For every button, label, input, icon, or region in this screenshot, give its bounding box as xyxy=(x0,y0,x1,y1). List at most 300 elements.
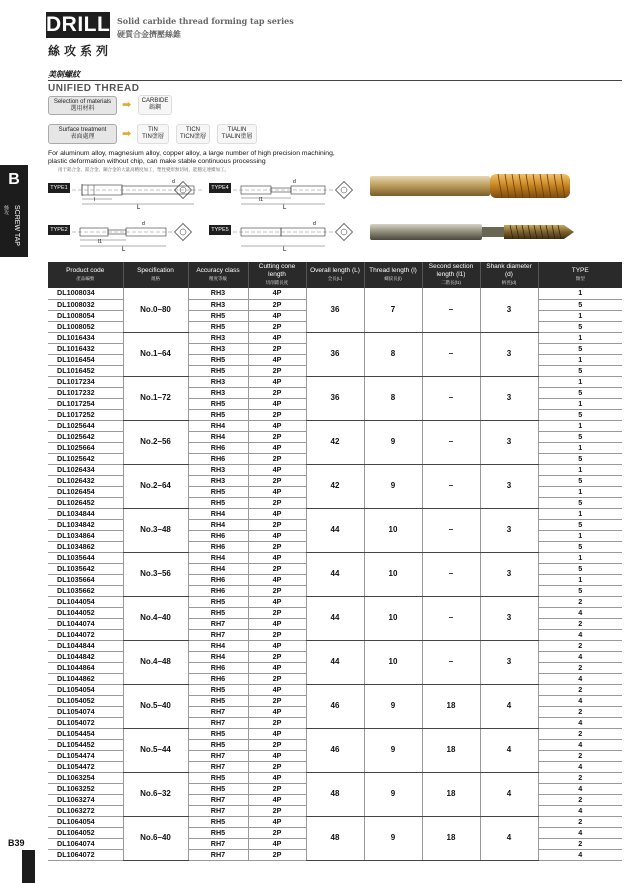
cross-section-icon xyxy=(334,180,356,202)
dim-d-label: d xyxy=(293,179,296,185)
thread-length-cell: 8 xyxy=(364,332,422,376)
product-code-cell: DL1025664 xyxy=(48,442,123,453)
side-tab-label-cn: 絲攻 xyxy=(3,205,9,215)
type-cell: 4 xyxy=(538,783,622,794)
materials-label-box xyxy=(48,96,117,115)
accuracy-class-cell: RH6 xyxy=(188,541,248,552)
type1-badge: TYPE1 xyxy=(48,183,70,193)
type-cell: 1 xyxy=(538,552,622,563)
overall-length-cell: 44 xyxy=(306,640,364,684)
product-code-cell: DL1026434 xyxy=(48,464,123,475)
type2-drawing xyxy=(72,216,172,252)
cutting-cone-cell: 4P xyxy=(248,398,306,409)
side-tab-label-en: SCREW TAP xyxy=(13,205,20,246)
overall-length-cell: 48 xyxy=(306,816,364,860)
overall-length-cell: 44 xyxy=(306,596,364,640)
accuracy-class-cell: RH3 xyxy=(188,288,248,299)
product-code-cell: DL1008054 xyxy=(48,310,123,321)
materials-value-en: CARBIDE xyxy=(141,98,169,104)
tap-photo-gold xyxy=(368,170,578,204)
materials-value-cn: 鎢鋼 xyxy=(148,105,161,111)
type5-drawing xyxy=(233,216,333,252)
accuracy-class-cell: RH3 xyxy=(188,464,248,475)
accuracy-class-cell: RH4 xyxy=(188,651,248,662)
subtitle-en: Solid carbide thread forming tap series xyxy=(117,16,294,26)
product-code-cell: DL1016454 xyxy=(48,354,123,365)
cutting-cone-cell: 2P xyxy=(248,453,306,464)
col-header: Shank diameter (d) 柄徑(d) xyxy=(480,262,538,288)
thread-length-cell: 10 xyxy=(364,508,422,552)
product-code-cell: DL1008032 xyxy=(48,299,123,310)
shank-diameter-cell: 3 xyxy=(480,420,538,464)
cross-section-icon xyxy=(173,222,195,244)
cutting-cone-cell: 2P xyxy=(248,673,306,684)
specification-cell: No.2–64 xyxy=(123,464,188,508)
type-cell: 4 xyxy=(538,695,622,706)
product-code-cell: DL1064054 xyxy=(48,816,123,827)
type-cell: 4 xyxy=(538,739,622,750)
type-cell: 2 xyxy=(538,838,622,849)
cutting-cone-cell: 2P xyxy=(248,805,306,816)
specification-cell: No.1–72 xyxy=(123,376,188,420)
cutting-cone-cell: 4P xyxy=(248,442,306,453)
table-row xyxy=(48,596,622,607)
cutting-cone-cell: 2P xyxy=(248,607,306,618)
product-code-cell: DL1044072 xyxy=(48,629,123,640)
surface-label-cn: 表面處理 xyxy=(70,134,95,140)
accuracy-class-cell: RH3 xyxy=(188,376,248,387)
dim-l1-label: l1 xyxy=(259,197,263,203)
accuracy-class-cell: RH5 xyxy=(188,497,248,508)
specification-cell: No.3–48 xyxy=(123,508,188,552)
cutting-cone-cell: 4P xyxy=(248,728,306,739)
thread-length-cell: 9 xyxy=(364,816,422,860)
product-code-cell: DL1054452 xyxy=(48,739,123,750)
table-row xyxy=(48,552,622,563)
overall-length-cell: 48 xyxy=(306,772,364,816)
thread-length-cell: 9 xyxy=(364,420,422,464)
type-cell: 1 xyxy=(538,354,622,365)
specification-cell: No.5–44 xyxy=(123,728,188,772)
accuracy-class-cell: RH5 xyxy=(188,365,248,376)
product-code-cell: DL1026452 xyxy=(48,497,123,508)
cutting-cone-cell: 4P xyxy=(248,684,306,695)
overall-length-cell: 36 xyxy=(306,376,364,420)
brand-title: DRILLS xyxy=(46,13,125,36)
type-cell: 5 xyxy=(538,321,622,332)
type-cell: 4 xyxy=(538,761,622,772)
type-cell: 4 xyxy=(538,849,622,860)
product-code-cell: DL1054474 xyxy=(48,750,123,761)
cutting-cone-cell: 4P xyxy=(248,706,306,717)
type-cell: 5 xyxy=(538,475,622,486)
product-code-cell: DL1044864 xyxy=(48,662,123,673)
shank-diameter-cell: 3 xyxy=(480,508,538,552)
specification-cell: No.6–40 xyxy=(123,816,188,860)
cutting-cone-cell: 2P xyxy=(248,475,306,486)
accuracy-class-cell: RH6 xyxy=(188,442,248,453)
cutting-cone-cell: 2P xyxy=(248,321,306,332)
second-section-length-cell: – xyxy=(422,376,480,420)
cutting-cone-cell: 2P xyxy=(248,849,306,860)
accuracy-class-cell: RH7 xyxy=(188,761,248,772)
accuracy-class-cell: RH7 xyxy=(188,750,248,761)
cutting-cone-cell: 4P xyxy=(248,486,306,497)
product-code-cell: DL1034842 xyxy=(48,519,123,530)
cutting-cone-cell: 2P xyxy=(248,827,306,838)
product-code-cell: DL1016434 xyxy=(48,332,123,343)
surface-option-cn: TIN塗層 xyxy=(142,134,164,140)
thread-length-cell: 9 xyxy=(364,772,422,816)
accuracy-class-cell: RH5 xyxy=(188,596,248,607)
product-code-cell: DL1017252 xyxy=(48,409,123,420)
specification-cell: No.0–80 xyxy=(123,288,188,332)
product-code-cell: DL1054454 xyxy=(48,728,123,739)
type-cell: 2 xyxy=(538,816,622,827)
type4-badge: TYPE4 xyxy=(209,183,231,193)
cutting-cone-cell: 4P xyxy=(248,816,306,827)
second-section-length-cell: – xyxy=(422,640,480,684)
col-header: Second section length (l1) 二階長(l1) xyxy=(422,262,480,288)
cutting-cone-cell: 2P xyxy=(248,783,306,794)
overall-length-cell: 46 xyxy=(306,684,364,728)
dim-l1-label: l1 xyxy=(98,239,102,245)
type-cell: 5 xyxy=(538,387,622,398)
cutting-cone-cell: 4P xyxy=(248,332,306,343)
cutting-cone-cell: 2P xyxy=(248,541,306,552)
accuracy-class-cell: RH5 xyxy=(188,816,248,827)
shank-diameter-cell: 3 xyxy=(480,640,538,684)
type-cell: 1 xyxy=(538,288,622,299)
product-code-cell: DL1044844 xyxy=(48,640,123,651)
surface-option-tialin xyxy=(217,124,257,144)
cutting-cone-cell: 2P xyxy=(248,365,306,376)
col-header: TYPE 類型 xyxy=(538,262,622,288)
surface-option-en: TIALIN xyxy=(227,127,247,133)
accuracy-class-cell: RH5 xyxy=(188,827,248,838)
type-cell: 5 xyxy=(538,497,622,508)
table-row xyxy=(48,816,622,827)
product-code-cell: DL1016432 xyxy=(48,343,123,354)
type-cell: 5 xyxy=(538,519,622,530)
product-code-cell: DL1054052 xyxy=(48,695,123,706)
cutting-cone-cell: 2P xyxy=(248,431,306,442)
surface-option-cn: TICN塗層 xyxy=(180,134,206,140)
page-number: B39 xyxy=(8,838,25,848)
accuracy-class-cell: RH7 xyxy=(188,794,248,805)
second-section-length-cell: 18 xyxy=(422,684,480,728)
cross-section-icon xyxy=(173,180,195,202)
shank-diameter-cell: 3 xyxy=(480,464,538,508)
materials-label-cn: 選用材料 xyxy=(70,105,95,112)
cutting-cone-cell: 4P xyxy=(248,288,306,299)
side-tab xyxy=(0,165,28,257)
product-code-cell: DL1025644 xyxy=(48,420,123,431)
dim-L-label: L xyxy=(122,247,126,252)
product-code-cell: DL1054054 xyxy=(48,684,123,695)
table-header-row xyxy=(48,262,622,288)
specification-cell: No.6–32 xyxy=(123,772,188,816)
second-section-length-cell: 18 xyxy=(422,816,480,860)
type-cell: 1 xyxy=(538,398,622,409)
accuracy-class-cell: RH7 xyxy=(188,618,248,629)
table-row xyxy=(48,640,622,651)
type-cell: 1 xyxy=(538,464,622,475)
product-code-cell: DL1063272 xyxy=(48,805,123,816)
type-cell: 2 xyxy=(538,618,622,629)
accuracy-class-cell: RH5 xyxy=(188,310,248,321)
type-cell: 5 xyxy=(538,343,622,354)
type-cell: 2 xyxy=(538,750,622,761)
product-code-cell: DL1025642 xyxy=(48,453,123,464)
second-section-length-cell: – xyxy=(422,596,480,640)
shank-diameter-cell: 3 xyxy=(480,376,538,420)
accuracy-class-cell: RH5 xyxy=(188,783,248,794)
cutting-cone-cell: 4P xyxy=(248,772,306,783)
product-code-cell: DL1034862 xyxy=(48,541,123,552)
accuracy-class-cell: RH3 xyxy=(188,387,248,398)
table-row xyxy=(48,464,622,475)
dim-d-label: d xyxy=(172,179,175,185)
cutting-cone-cell: 4P xyxy=(248,838,306,849)
type-cell: 5 xyxy=(538,431,622,442)
type-cell: 5 xyxy=(538,585,622,596)
type-cell: 4 xyxy=(538,607,622,618)
specification-cell: No.4–40 xyxy=(123,596,188,640)
thread-length-cell: 10 xyxy=(364,596,422,640)
thread-length-cell: 9 xyxy=(364,464,422,508)
specification-cell: No.3–56 xyxy=(123,552,188,596)
accuracy-class-cell: RH4 xyxy=(188,420,248,431)
accuracy-class-cell: RH4 xyxy=(188,563,248,574)
overall-length-cell: 44 xyxy=(306,508,364,552)
cutting-cone-cell: 2P xyxy=(248,629,306,640)
product-code-cell: DL1026454 xyxy=(48,486,123,497)
product-code-cell: DL1008034 xyxy=(48,288,123,299)
materials-value-box xyxy=(138,95,172,115)
accuracy-class-cell: RH5 xyxy=(188,321,248,332)
description-line-2: plastic deformation without chip, can make stable continuous processing xyxy=(48,158,266,165)
second-section-length-cell: – xyxy=(422,420,480,464)
cutting-cone-cell: 2P xyxy=(248,695,306,706)
accuracy-class-cell: RH4 xyxy=(188,519,248,530)
type2-badge: TYPE2 xyxy=(48,225,70,235)
product-code-cell: DL1025642 xyxy=(48,431,123,442)
cutting-cone-cell: 4P xyxy=(248,508,306,519)
cutting-cone-cell: 2P xyxy=(248,739,306,750)
surface-option-ticn xyxy=(176,124,210,144)
section-title-cn: 美制螺紋 xyxy=(48,70,80,79)
product-code-cell: DL1044052 xyxy=(48,607,123,618)
type-cell: 1 xyxy=(538,574,622,585)
cutting-cone-cell: 4P xyxy=(248,640,306,651)
overall-length-cell: 44 xyxy=(306,552,364,596)
accuracy-class-cell: RH7 xyxy=(188,838,248,849)
specification-cell: No.5–40 xyxy=(123,684,188,728)
table-row xyxy=(48,728,622,739)
cutting-cone-cell: 4P xyxy=(248,552,306,563)
dim-l-label: l xyxy=(94,197,96,203)
col-header: Overall length (L) 全長(L) xyxy=(306,262,364,288)
table-body xyxy=(48,288,622,860)
product-code-cell: DL1054072 xyxy=(48,717,123,728)
accuracy-class-cell: RH5 xyxy=(188,398,248,409)
specification-cell: No.2–56 xyxy=(123,420,188,464)
product-code-cell: DL1044054 xyxy=(48,596,123,607)
thread-length-cell: 9 xyxy=(364,728,422,772)
accuracy-class-cell: RH4 xyxy=(188,552,248,563)
cutting-cone-cell: 2P xyxy=(248,717,306,728)
type-cell: 1 xyxy=(538,376,622,387)
cross-section-icon xyxy=(334,222,356,244)
surface-label-box xyxy=(48,124,117,144)
cutting-cone-cell: 2P xyxy=(248,343,306,354)
cutting-cone-cell: 4P xyxy=(248,662,306,673)
accuracy-class-cell: RH5 xyxy=(188,409,248,420)
product-code-cell: DL1064072 xyxy=(48,849,123,860)
shank-diameter-cell: 3 xyxy=(480,552,538,596)
type-cell: 5 xyxy=(538,563,622,574)
type-cell: 2 xyxy=(538,662,622,673)
dim-L-label: L xyxy=(137,205,141,210)
shank-diameter-cell: 3 xyxy=(480,288,538,332)
dim-d-label: d xyxy=(142,221,145,227)
spec-table xyxy=(48,262,622,861)
accuracy-class-cell: RH3 xyxy=(188,332,248,343)
product-code-cell: DL1034864 xyxy=(48,530,123,541)
thread-length-cell: 10 xyxy=(364,640,422,684)
accuracy-class-cell: RH4 xyxy=(188,640,248,651)
tap-photo-dark xyxy=(368,220,578,244)
accuracy-class-cell: RH7 xyxy=(188,629,248,640)
cutting-cone-cell: 2P xyxy=(248,563,306,574)
cutting-cone-cell: 2P xyxy=(248,651,306,662)
product-code-cell: DL1035662 xyxy=(48,585,123,596)
thread-length-cell: 8 xyxy=(364,376,422,420)
cutting-cone-cell: 4P xyxy=(248,750,306,761)
cutting-cone-cell: 4P xyxy=(248,618,306,629)
side-tab-letter: B xyxy=(8,171,20,188)
arrow-right-icon: ➡ xyxy=(122,128,132,140)
specification-cell: No.4–48 xyxy=(123,640,188,684)
accuracy-class-cell: RH4 xyxy=(188,508,248,519)
accuracy-class-cell: RH5 xyxy=(188,486,248,497)
cutting-cone-cell: 4P xyxy=(248,464,306,475)
arrow-right-icon: ➡ xyxy=(122,99,132,111)
surface-option-tin xyxy=(137,124,169,144)
product-code-cell: DL1035644 xyxy=(48,552,123,563)
overall-length-cell: 36 xyxy=(306,332,364,376)
type-cell: 2 xyxy=(538,596,622,607)
cutting-cone-cell: 4P xyxy=(248,794,306,805)
accuracy-class-cell: RH7 xyxy=(188,717,248,728)
col-header: Cutting cone length 切削錐長度 xyxy=(248,262,306,288)
type-cell: 5 xyxy=(538,409,622,420)
shank-diameter-cell: 3 xyxy=(480,596,538,640)
thread-length-cell: 7 xyxy=(364,288,422,332)
cutting-cone-cell: 4P xyxy=(248,310,306,321)
type-cell: 2 xyxy=(538,640,622,651)
type-cell: 1 xyxy=(538,310,622,321)
table-row xyxy=(48,684,622,695)
type-cell: 4 xyxy=(538,805,622,816)
product-code-cell: DL1044074 xyxy=(48,618,123,629)
product-code-cell: DL1026432 xyxy=(48,475,123,486)
accuracy-class-cell: RH5 xyxy=(188,772,248,783)
type-cell: 2 xyxy=(538,772,622,783)
cutting-cone-cell: 2P xyxy=(248,585,306,596)
product-code-cell: DL1063254 xyxy=(48,772,123,783)
accuracy-class-cell: RH5 xyxy=(188,728,248,739)
cutting-cone-cell: 2P xyxy=(248,387,306,398)
dim-d-label: d xyxy=(313,221,316,227)
shank-diameter-cell: 4 xyxy=(480,728,538,772)
cutting-cone-cell: 4P xyxy=(248,596,306,607)
product-code-cell: DL1017234 xyxy=(48,376,123,387)
cutting-cone-cell: 2P xyxy=(248,497,306,508)
materials-label-en: Selection of materials xyxy=(53,98,112,105)
accuracy-class-cell: RH7 xyxy=(188,849,248,860)
surface-option-en: TIN xyxy=(148,127,158,133)
type-cell: 1 xyxy=(538,508,622,519)
accuracy-class-cell: RH6 xyxy=(188,530,248,541)
shank-diameter-cell: 4 xyxy=(480,684,538,728)
cutting-cone-cell: 4P xyxy=(248,574,306,585)
type-cell: 4 xyxy=(538,717,622,728)
accuracy-class-cell: RH5 xyxy=(188,739,248,750)
accuracy-class-cell: RH6 xyxy=(188,585,248,596)
specification-cell: No.1–64 xyxy=(123,332,188,376)
product-code-cell: DL1063274 xyxy=(48,794,123,805)
cutting-cone-cell: 2P xyxy=(248,519,306,530)
table-row xyxy=(48,288,622,299)
overall-length-cell: 42 xyxy=(306,464,364,508)
accuracy-class-cell: RH6 xyxy=(188,662,248,673)
accuracy-class-cell: RH3 xyxy=(188,475,248,486)
type-cell: 4 xyxy=(538,629,622,640)
table-row xyxy=(48,420,622,431)
cutting-cone-cell: 4P xyxy=(248,530,306,541)
table-row xyxy=(48,376,622,387)
surface-option-en: TICN xyxy=(186,127,200,133)
accuracy-class-cell: RH3 xyxy=(188,299,248,310)
type-cell: 4 xyxy=(538,673,622,684)
product-code-cell: DL1034844 xyxy=(48,508,123,519)
type-cell: 5 xyxy=(538,541,622,552)
thread-length-cell: 10 xyxy=(364,552,422,596)
type-cell: 4 xyxy=(538,651,622,662)
cutting-cone-cell: 4P xyxy=(248,354,306,365)
product-code-cell: DL1064074 xyxy=(48,838,123,849)
cutting-cone-cell: 2P xyxy=(248,761,306,772)
product-code-cell: DL1017232 xyxy=(48,387,123,398)
type-cell: 2 xyxy=(538,706,622,717)
type-cell: 5 xyxy=(538,299,622,310)
type4-drawing xyxy=(233,174,333,210)
surface-option-cn: TIALIN塗層 xyxy=(221,134,253,140)
type-cell: 1 xyxy=(538,420,622,431)
accuracy-class-cell: RH6 xyxy=(188,574,248,585)
type-cell: 1 xyxy=(538,530,622,541)
second-section-length-cell: 18 xyxy=(422,772,480,816)
product-code-cell: DL1044862 xyxy=(48,673,123,684)
product-code-cell: DL1054472 xyxy=(48,761,123,772)
accuracy-class-cell: RH5 xyxy=(188,354,248,365)
overall-length-cell: 42 xyxy=(306,420,364,464)
type-cell: 5 xyxy=(538,365,622,376)
product-code-cell: DL1063252 xyxy=(48,783,123,794)
accuracy-class-cell: RH5 xyxy=(188,607,248,618)
